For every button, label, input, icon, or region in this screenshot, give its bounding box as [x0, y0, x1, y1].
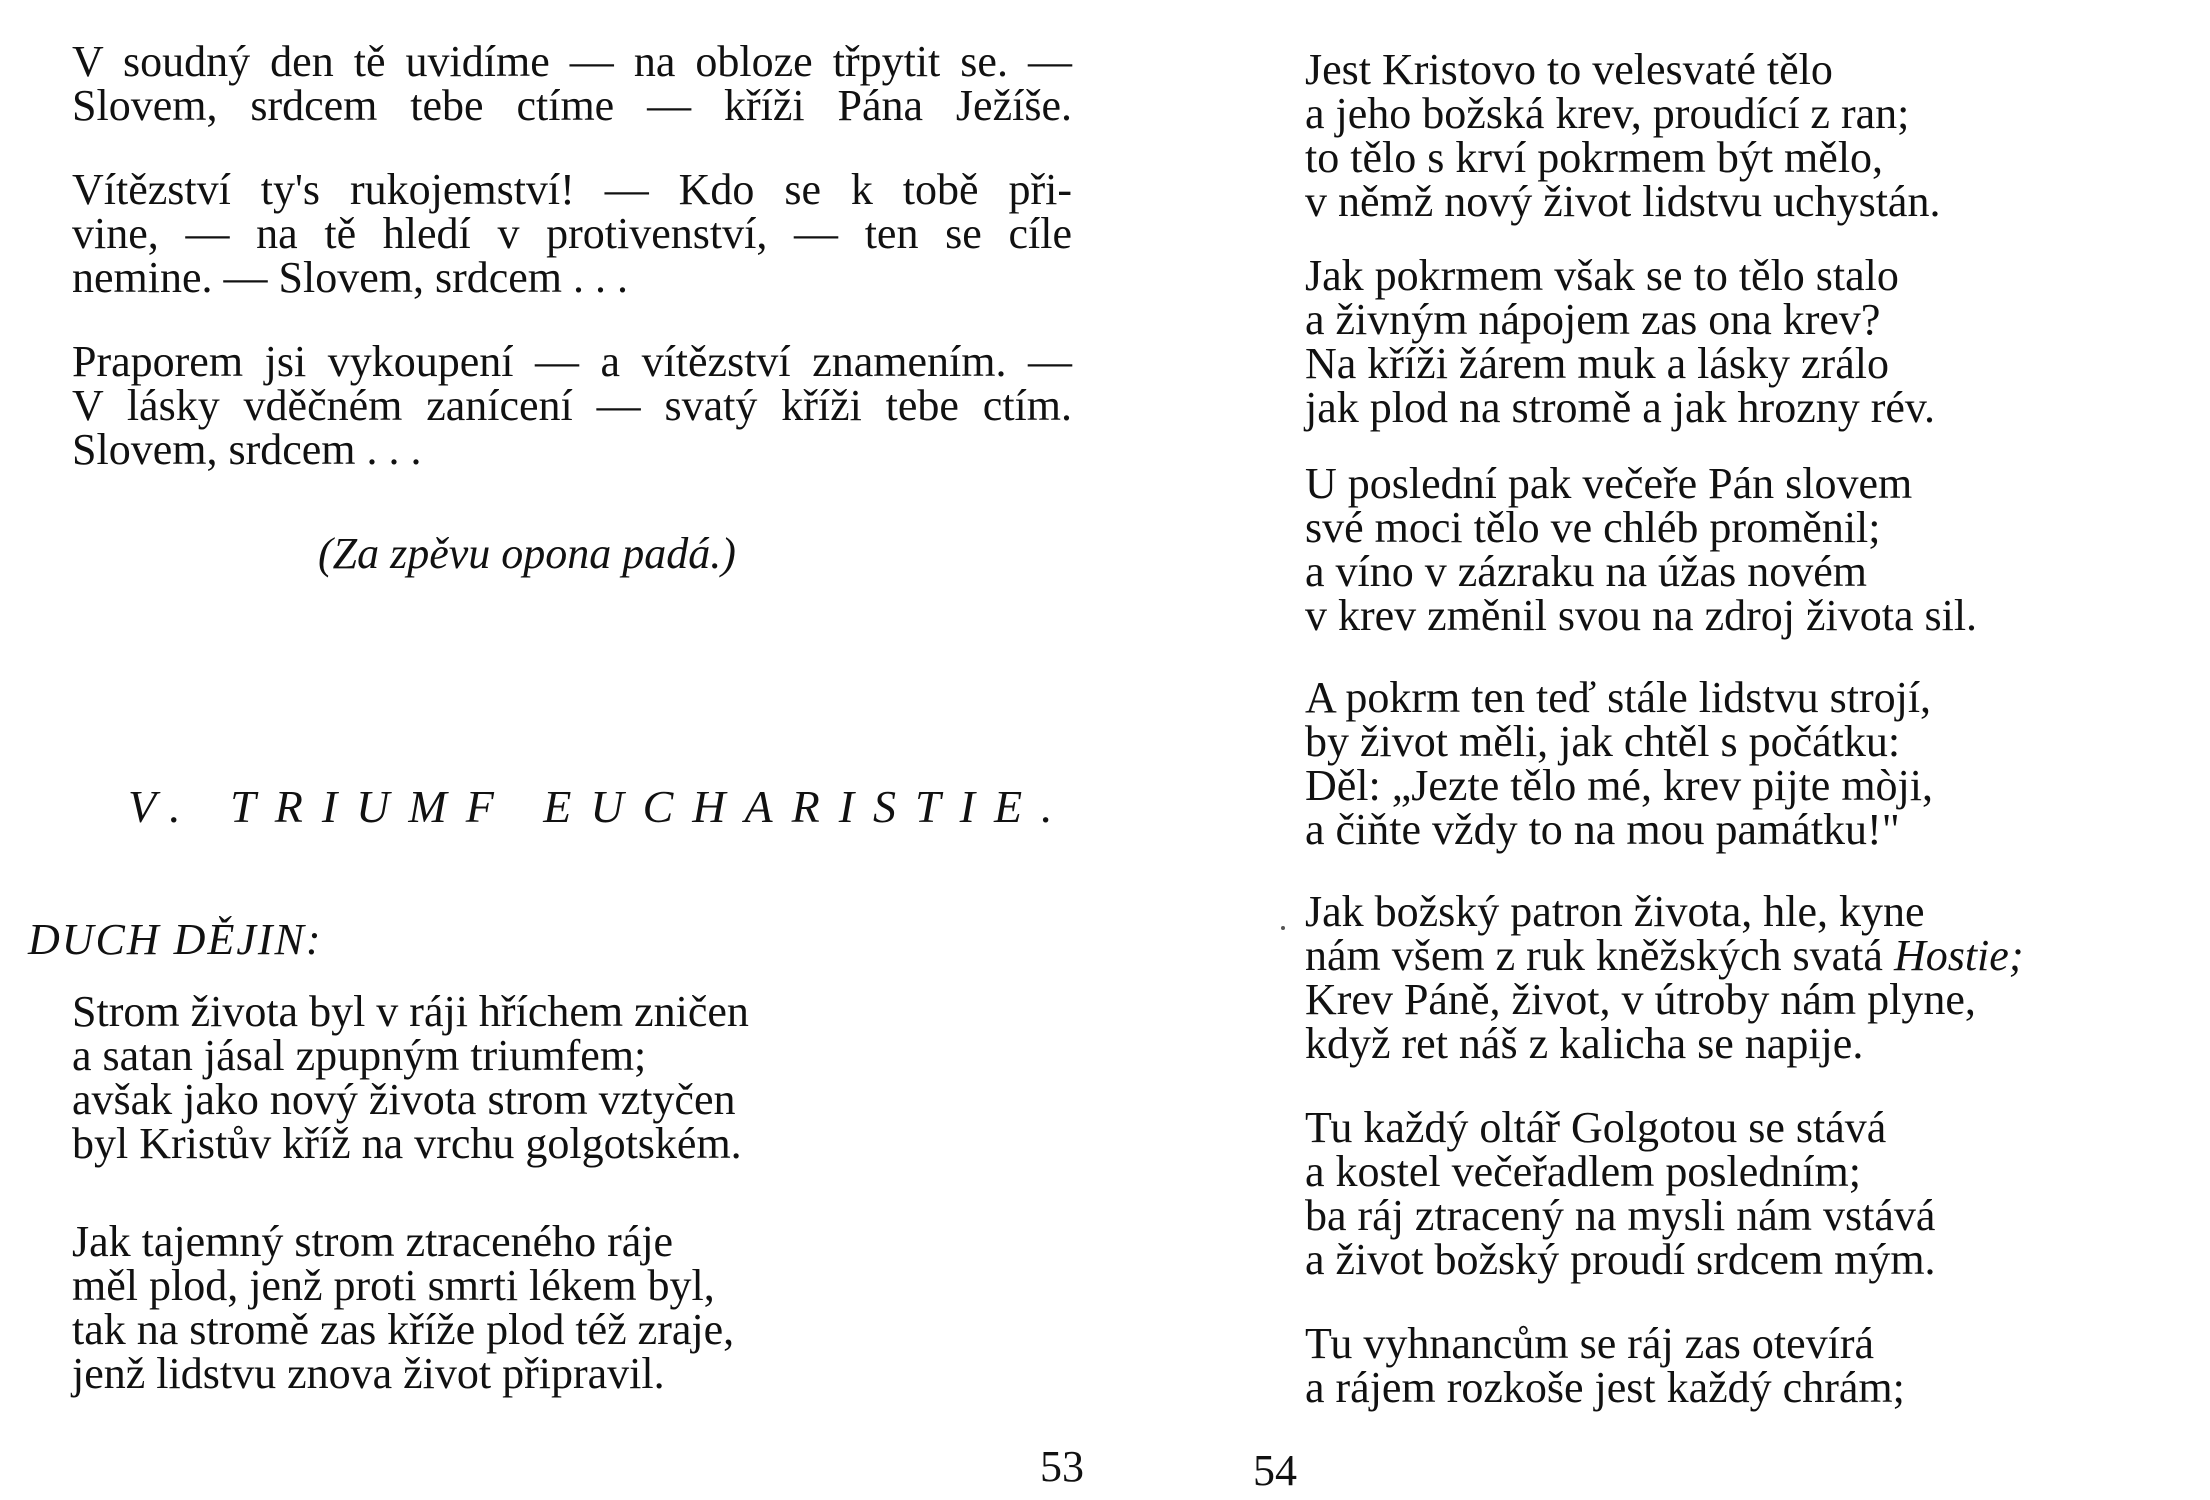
text-line: a kostel večeřadlem posledním; [1305, 1147, 1861, 1196]
text-line: by život měli, jak chtěl s počátku: [1305, 717, 1901, 766]
text-line: když ret náš z kalicha se napije. [1305, 1019, 1864, 1068]
text-line: avšak jako nový života strom vztyčen [72, 1075, 736, 1124]
text-line: V soudný den tě uvidíme — na obloze třpytit se. — [72, 37, 1072, 86]
text-line: Děl: „Jezte tělo mé, krev pijte mòji, [1305, 761, 1934, 810]
right-page [1105, 0, 2210, 1500]
right-stanza-5 [1305, 887, 2024, 1068]
text-line: a satan jásal zpupným triumfem; [72, 1031, 647, 1080]
page-number-left: 53 [1040, 1442, 1084, 1491]
text-line: Jak tajemný strom ztraceného ráje [72, 1217, 674, 1266]
text-line: tak na stromě zas kříže plod též zraje, [72, 1305, 735, 1354]
italic-word: Hostie; [1893, 931, 2024, 980]
text-line: to tělo s krví pokrmem být mělo, [1305, 133, 1884, 182]
left-stanza-5 [72, 1217, 735, 1398]
text-line: Vítězství ty's rukojemství! — Kdo se k tobě při- [72, 165, 1072, 214]
print-speck [1281, 926, 1285, 930]
text-line: vine, — na tě hledí v protivenství, — ten se cíle [72, 209, 1072, 258]
text-line: Jak božský patron života, hle, kyne [1305, 887, 1925, 936]
text-line-with-italic [1305, 931, 2024, 980]
text-line: Na kříži žárem muk a lásky zrálo [1305, 339, 1889, 388]
stage-direction: (Za zpěvu opona padá.) [318, 529, 736, 578]
text-line: a rájem rozkoše jest každý chrám; [1305, 1363, 1905, 1412]
text-line: Strom života byl v ráji hříchem zničen [72, 987, 749, 1036]
text-line: své moci tělo ve chléb proměnil; [1305, 503, 1881, 552]
right-stanza-1 [1305, 45, 1941, 226]
left-stanza-1 [72, 37, 1072, 130]
text-line: A pokrm ten teď stále lidstvu strojí, [1305, 673, 1932, 722]
text-line: a víno v zázraku na úžas novém [1305, 547, 1867, 596]
text-line: v němž nový život lidstvu uchystán. [1305, 177, 1941, 226]
text-line: Slovem, srdcem . . . [72, 425, 422, 474]
text-line: jak plod na stromě a jak hrozny rév. [1305, 383, 1936, 432]
text-line: Tu vyhnancům se ráj zas otevírá [1305, 1319, 1875, 1368]
page-number-right: 54 [1253, 1446, 1297, 1495]
left-stanza-2 [72, 165, 1072, 302]
text-line: Krev Páně, život, v útroby nám plyne, [1305, 975, 1976, 1024]
text-line: nemine. — Slovem, srdcem . . . [72, 253, 629, 302]
text-line: Praporem jsi vykoupení — a vítězství znamením. — [72, 337, 1072, 386]
text-line: Jak pokrmem však se to tělo stalo [1305, 251, 1899, 300]
right-stanza-3 [1305, 459, 1978, 640]
text-line: V lásky vděčném zanícení — svatý kříži tebe ctím. [72, 381, 1072, 430]
right-stanza-7 [1305, 1319, 1905, 1412]
text-line: jenž lidstvu znova život připravil. [72, 1349, 665, 1398]
text-line: Tu každý oltář Golgotou se stává [1305, 1103, 1887, 1152]
text-line: v krev změnil svou na zdroj života sil. [1305, 591, 1978, 640]
text-line: ba ráj ztracený na mysli nám vstává [1305, 1191, 1936, 1240]
text-segment: nám všem z ruk kněžských svatá [1305, 931, 1883, 980]
text-line: a život božský proudí srdcem mým. [1305, 1235, 1936, 1284]
right-stanza-4 [1305, 673, 1934, 854]
text-line: U poslední pak večeře Pán slovem [1305, 459, 1913, 508]
text-line: Jest Kristovo to velesvaté tělo [1305, 45, 1833, 94]
right-stanza-6 [1305, 1103, 1936, 1284]
section-title: V. TRIUMF EUCHARISTIE. [128, 781, 1072, 832]
text-line: a čiňte vždy to na mou památku!" [1305, 805, 1900, 854]
left-stanza-3 [72, 337, 1072, 474]
text-line: byl Kristův kříž na vrchu golgotském. [72, 1119, 742, 1168]
text-line: Slovem, srdcem tebe ctíme — kříži Pána Ježíše. [72, 81, 1072, 130]
left-stanza-4 [72, 987, 749, 1168]
right-stanza-2 [1305, 251, 1936, 432]
text-line: a živným nápojem zas ona krev? [1305, 295, 1881, 344]
speaker-label: DUCH DĚJIN: [28, 915, 323, 964]
text-line: měl plod, jenž proti smrti lékem byl, [72, 1261, 715, 1310]
text-line: a jeho božská krev, proudící z ran; [1305, 89, 1910, 138]
